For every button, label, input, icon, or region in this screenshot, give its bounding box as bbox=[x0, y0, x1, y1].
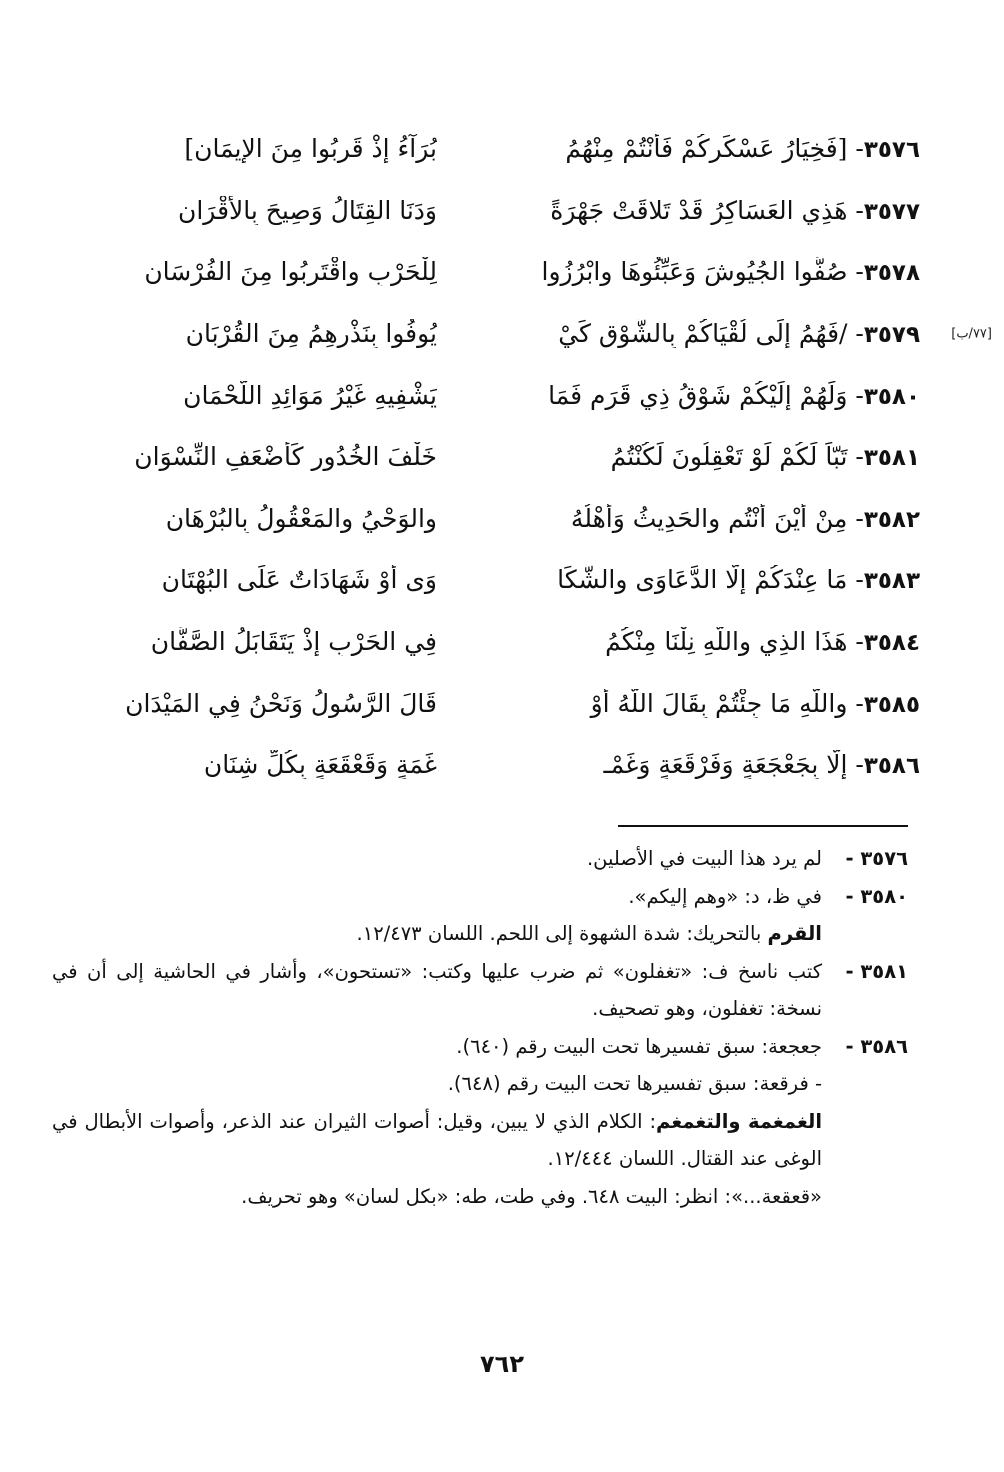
verse-row bbox=[40, 426, 920, 488]
verse-first-hemistich bbox=[465, 319, 920, 348]
defined-term: القرم bbox=[767, 922, 822, 945]
hemistich-text: - تَبّاً لَكُمْ لَوْ تَعْقِلُونَ لَكُنْتُمُ bbox=[610, 442, 864, 472]
verse-number: ٣٥٨٦ bbox=[863, 753, 920, 780]
verse-second-hemistich: وَى أَوْ شَهَادَاتٌ عَلَى البُهْتَانِ bbox=[161, 565, 437, 595]
verse-row bbox=[40, 364, 920, 426]
verse-number: ٣٥٧٩ bbox=[863, 322, 920, 349]
footnote-continuation bbox=[52, 1065, 908, 1103]
footnote-number: ٣٥٨٠ - bbox=[845, 884, 908, 908]
footnote bbox=[52, 840, 908, 878]
footnote-number: ٣٥٧٦ - bbox=[845, 847, 908, 870]
verse-number: ٣٥٨٢ bbox=[863, 506, 920, 533]
verse-second-hemistich: يَشْفِيهِ غَيْرُ مَوَائِدِ اللُّحْمَانِ bbox=[183, 380, 437, 410]
footnote-continuation bbox=[52, 1178, 908, 1216]
footnote-text: - فرقعة: سبق تفسيرها تحت البيت رقم (٦٤٨). bbox=[447, 1072, 822, 1095]
verse-number: ٣٥٧٦ bbox=[863, 137, 920, 164]
hemistich-text: - هَذِي العَسَاكِرُ قَدْ تَلاقَتْ جَهْرَةً bbox=[550, 195, 864, 225]
hemistich-text: - مِنْ أَيْنَ أَنْتُم والحَدِيثُ وَأَهْلُهُ bbox=[570, 503, 864, 533]
verse-row bbox=[40, 549, 920, 611]
hemistich-text: - مَا عِنْدَكُمْ إلَّا الدَّعَاوَى والشَّكَا bbox=[557, 565, 864, 595]
verse-row bbox=[40, 611, 920, 673]
hemistich-text: - إلَّا بِجَعْجَعَةٍ وَفَرْقَعَةٍ وَغَمْـ bbox=[603, 750, 864, 780]
verse-number: ٣٥٨١ bbox=[863, 445, 920, 472]
verse-second-hemistich: بُرَآءُ إذْ قَرِبُوا مِنَ الإيمَانِ] bbox=[184, 134, 437, 164]
verse-row bbox=[40, 488, 920, 550]
hemistich-text: - صُفُّوا الجُيُوشَ وَعَبِّئُوهَا وابْرُزُوا bbox=[541, 257, 864, 287]
hemistich-text: - هَذَا الذِي واللَّهِ نِلْنَا مِنْكُمُ bbox=[605, 627, 864, 657]
poem-verses bbox=[40, 118, 992, 796]
hemistich-text: - /فَهُمُ إلَى لُقْيَاكُمْ بِالشَّوْقِ كَيْ bbox=[558, 319, 864, 349]
verse-first-hemistich bbox=[465, 627, 920, 656]
footnote-text: في ظ، د: «وهم إليكم». bbox=[628, 884, 822, 908]
footnote-text: كتب ناسخ ف: «تغفلون» ثم ضرب عليها وكتب: «تستحون»، وأشار في الحاشية إلى أن في نسخة: تغفلون، وهو تصحيف. bbox=[52, 959, 822, 1020]
verse-row bbox=[40, 118, 920, 180]
verse-first-hemistich bbox=[465, 134, 920, 163]
verse-first-hemistich bbox=[465, 565, 920, 594]
verse-row bbox=[40, 180, 920, 242]
manuscript-folio-marker: [٧٧/ب] bbox=[951, 326, 992, 342]
footnote bbox=[52, 878, 908, 916]
verse-number: ٣٥٨٤ bbox=[863, 630, 920, 657]
verse-first-hemistich bbox=[465, 442, 920, 471]
footnote-number: ٣٥٨٦ - bbox=[845, 1034, 908, 1058]
verse-second-hemistich: والوَحْيُ والمَعْقُولُ بِالبُرْهَانِ bbox=[165, 503, 437, 533]
verse-row bbox=[40, 734, 920, 796]
verse-number: ٣٥٨٠ bbox=[863, 383, 920, 410]
verse-first-hemistich bbox=[465, 504, 920, 533]
footnote-continuation bbox=[52, 1103, 908, 1178]
verse-row bbox=[40, 241, 920, 303]
hemistich-text: - واللَّهِ مَا جِئْتُمْ بِقَالَ اللَّهُ أَوْ bbox=[590, 688, 864, 718]
verse-first-hemistich bbox=[465, 196, 920, 225]
verse-second-hemistich: لِلْحَرْبِ واقْتَرِبُوا مِنَ الفُرْسَانِ bbox=[144, 257, 437, 287]
verse-second-hemistich: غَمَةٍ وَقَعْقَعَةٍ بِكُلِّ شِنَانِ bbox=[203, 750, 437, 780]
footnotes bbox=[52, 840, 908, 1215]
page-number: ٧٦٢ bbox=[480, 1350, 524, 1378]
verse-row bbox=[40, 303, 992, 365]
hemistich-text: - وَلَهُمْ إلَيْكُمْ شَوْقُ ذِي قَرَمٍ فَمَا bbox=[548, 380, 864, 410]
verse-first-hemistich bbox=[465, 257, 920, 286]
footnote-text: الغمغمة والتغمغم: الكلام الذي لا يبين، وقيل: أصوات الثيران عند الذعر، وأصوات الأبطال في الوغى عند القتال. اللسان ١٢/٤٤٤. bbox=[52, 1109, 823, 1170]
verse-second-hemistich: فِي الحَرْبِ إذْ يَتَقَابَلُ الصَّفَّانِ bbox=[150, 627, 437, 657]
footnote-text: لم يرد هذا البيت في الأصلين. bbox=[586, 847, 822, 870]
verse-number: ٣٥٧٨ bbox=[863, 260, 920, 287]
verse-first-hemistich bbox=[465, 750, 920, 779]
verse-second-hemistich: وَدَنَا القِتَالُ وَصِيحَ بِالأقْرَانِ bbox=[177, 195, 437, 225]
footnote-continuation bbox=[52, 915, 908, 953]
verse-first-hemistich bbox=[465, 689, 920, 718]
verse-number: ٣٥٨٥ bbox=[863, 691, 920, 718]
verse-row bbox=[40, 672, 920, 734]
hemistich-text: - [فَخِيَارُ عَسْكَرِكُمْ فَأَنْتُمْ مِنْهُمُ bbox=[565, 134, 864, 164]
verse-second-hemistich: يُوفُوا بِنَذْرِهِمُ مِنَ القُرْبَانِ bbox=[185, 319, 437, 349]
verse-second-hemistich: قَالَ الرَّسُولُ وَنَحْنُ فِي المَيْدَانِ bbox=[125, 688, 437, 718]
footnote-text: جعجعة: سبق تفسيرها تحت البيت رقم (٦٤٠). bbox=[456, 1034, 822, 1058]
footnote-separator bbox=[618, 825, 908, 827]
verse-number: ٣٥٨٣ bbox=[863, 568, 920, 595]
footnote-number: ٣٥٨١ - bbox=[845, 959, 908, 983]
footnote bbox=[52, 953, 908, 1028]
footnote bbox=[52, 1028, 908, 1066]
footnote-text: «قعقعة...»: انظر: البيت ٦٤٨. وفي طت، طه: «بكل لسان» وهو تحريف. bbox=[241, 1184, 822, 1208]
footnote-text: القرم بالتحريك: شدة الشهوة إلى اللحم. اللسان ١٢/٤٧٣. bbox=[356, 922, 822, 945]
verse-first-hemistich bbox=[465, 381, 920, 410]
verse-second-hemistich: خَلْفَ الخُدُورِ كَأَضْعَفِ النِّسْوَانِ bbox=[134, 442, 437, 472]
verse-number: ٣٥٧٧ bbox=[863, 198, 920, 225]
defined-term: الغمغمة والتغمغم bbox=[656, 1109, 823, 1133]
